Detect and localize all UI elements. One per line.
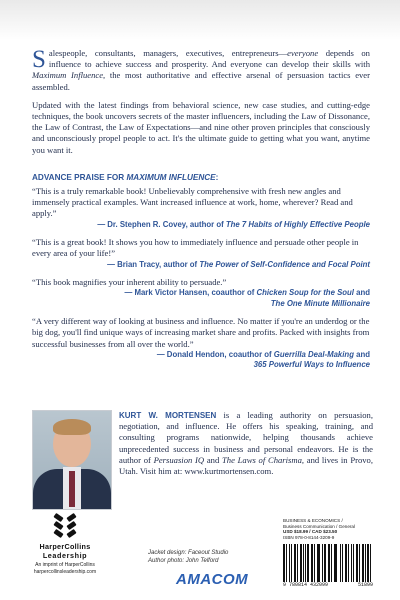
praise-heading: [32, 173, 370, 182]
imprint-note: An imprint of HarperCollins: [35, 562, 95, 568]
author-photo-hair: [53, 419, 91, 435]
bio-book-title: The Laws of Charisma: [222, 454, 302, 465]
barcode-bar: [342, 544, 343, 582]
bio-text: and: [204, 454, 222, 465]
author-photo: [32, 410, 112, 510]
barcode-bar: [308, 544, 309, 582]
attribution-name: — Donald Hendon, coauthor of: [156, 349, 274, 359]
blurb-book-title: Maximum Influence: [32, 70, 104, 81]
category-line: Business Communication / General: [283, 523, 356, 529]
blurb-paragraph-1: [32, 48, 370, 93]
quote-attribution: [32, 220, 370, 231]
praise-heading-colon: :: [215, 173, 219, 182]
quote-attribution: [32, 288, 370, 309]
attribution-name: — Mark Victor Hansen, coauthor of: [124, 288, 257, 298]
praise-quote: [32, 316, 370, 371]
attribution-book: 365 Powerful Ways to Influence: [253, 360, 370, 370]
praise-quote: [32, 277, 370, 309]
quote-attribution: [32, 350, 370, 371]
cover-footer: [0, 515, 400, 600]
isbn-line: ISBN 978-0-8144-3209-9: [283, 534, 335, 540]
blurb-text: , the most authoritative and effective arsenal of persuasion tactics ever assembled.: [32, 70, 370, 92]
publisher-logo: [30, 515, 100, 575]
harpercollins-flame-icon: [54, 515, 76, 541]
barcode-bar: [363, 544, 364, 582]
bio-book-title: Persuasion IQ: [153, 454, 205, 465]
drop-cap: S: [32, 46, 46, 73]
attribution-book: The One Minute Millionaire: [270, 298, 370, 308]
attribution-conjunction: and: [353, 288, 370, 298]
barcode-bar: [297, 544, 298, 582]
attribution-book: The 7 Habits of Highly Effective People: [225, 219, 370, 229]
barcode-bar: [291, 544, 292, 582]
blurb-paragraph-2: Updated with the latest findings from behavioral science, new case studies, and cutting-edge techniques, the book uncovers secrets of the master influencers, including the Law of Dissonance, the Law of Contrast, the Law of Expectations—and nine other proven principles that consciously and unconsciously propel people to act. It's the ultimate guide to getting what you want, anytime you want it.: [32, 99, 370, 155]
isbn-barcode: [283, 542, 373, 582]
attribution-name: — Dr. Stephen R. Covey, author of: [97, 219, 226, 229]
attribution-name: — Brian Tracy, author of: [107, 259, 200, 269]
barcode-bar: [319, 544, 320, 582]
quote-text: “This book magnifies your inherent ability to persuade.”: [32, 277, 227, 288]
barcode-bar: [353, 544, 354, 582]
price-line: USD $18.99 / CAD $23.50: [283, 529, 338, 535]
isbn-block: [283, 518, 373, 588]
attribution-book: Guerrilla Deal-Making: [273, 349, 354, 359]
book-blurb: [32, 48, 370, 163]
barcode-bar: [346, 544, 347, 582]
author-bio: [119, 410, 373, 477]
blurb-text: alespeople, consultants, managers, executives, entrepreneurs—: [48, 48, 288, 58]
attribution-book: The Power of Self-Confidence and Focal Point: [199, 259, 370, 269]
amacom-logo: AMACOM: [176, 571, 249, 588]
blurb-emphasis: everyone: [287, 48, 319, 58]
barcode-bar: [357, 544, 358, 582]
praise-quote: [32, 186, 370, 230]
publisher-imprint-name: Leadership: [42, 550, 88, 560]
jacket-design-credit: Jacket design: Faceout Studio: [148, 550, 229, 556]
author-name: KURT W. MORTENSEN: [119, 411, 217, 420]
advance-praise: [32, 173, 370, 378]
category-line: BUSINESS & ECONOMICS /: [283, 518, 343, 523]
publisher-name: HarperCollins: [39, 542, 91, 551]
praise-heading-title: MAXIMUM INFLUENCE: [126, 173, 216, 182]
attribution-book: Chicken Soup for the Soul: [256, 288, 354, 298]
barcode-bar: [286, 544, 287, 582]
barcode-numbers: [283, 582, 373, 588]
barcode-digits: 9 780814 432099: [283, 582, 329, 589]
barcode-bar: [314, 544, 315, 582]
blurb-text: depends on influence to achieve success and prosperity. And everyone can develop their skills with: [48, 48, 370, 70]
attribution-conjunction: and: [353, 349, 370, 359]
barcode-bar: [368, 544, 369, 582]
barcode-bar: [295, 544, 296, 582]
author-photo-tie: [69, 471, 75, 507]
quote-text: “This is a great book! It shows you how to immediately influence and persuade other people in every area of your life!”: [32, 237, 359, 259]
quote-text: “A very different way of looking at business and influence. No matter if you're an underdog or the big dog, you'll find unique ways of increasing market share and profits. Packed with insights from successful businesses from all over the world.”: [32, 316, 370, 349]
publisher-url: harpercollinsleadership.com: [33, 568, 97, 575]
top-shading: [0, 0, 400, 40]
bio-text: is a leading authority on persuasion, negotiation, and influence. He offers his speaking, training, and consulting programs nationwide, helping thousands achieve unprecedented success in business and personal endeavors. He is the author of: [119, 410, 373, 465]
barcode-bar: [336, 544, 337, 582]
bio-text: , and lives in Provo, Utah. Visit him at: www.kurtmortensen.com.: [119, 454, 374, 477]
quote-text: “This is a truly remarkable book! Unbelievably comprehensive with fresh new angles and immensely practical examples. Want increased influence at work, home, wherever? Read and apply.”: [32, 186, 353, 219]
quote-attribution: [32, 260, 370, 271]
cover-credits: [148, 549, 258, 565]
praise-quote: [32, 237, 370, 270]
praise-heading-text: ADVANCE PRAISE FOR: [32, 173, 127, 182]
author-photo-credit: Author photo: John Telford: [148, 558, 219, 564]
price-code: 51899: [357, 582, 373, 589]
